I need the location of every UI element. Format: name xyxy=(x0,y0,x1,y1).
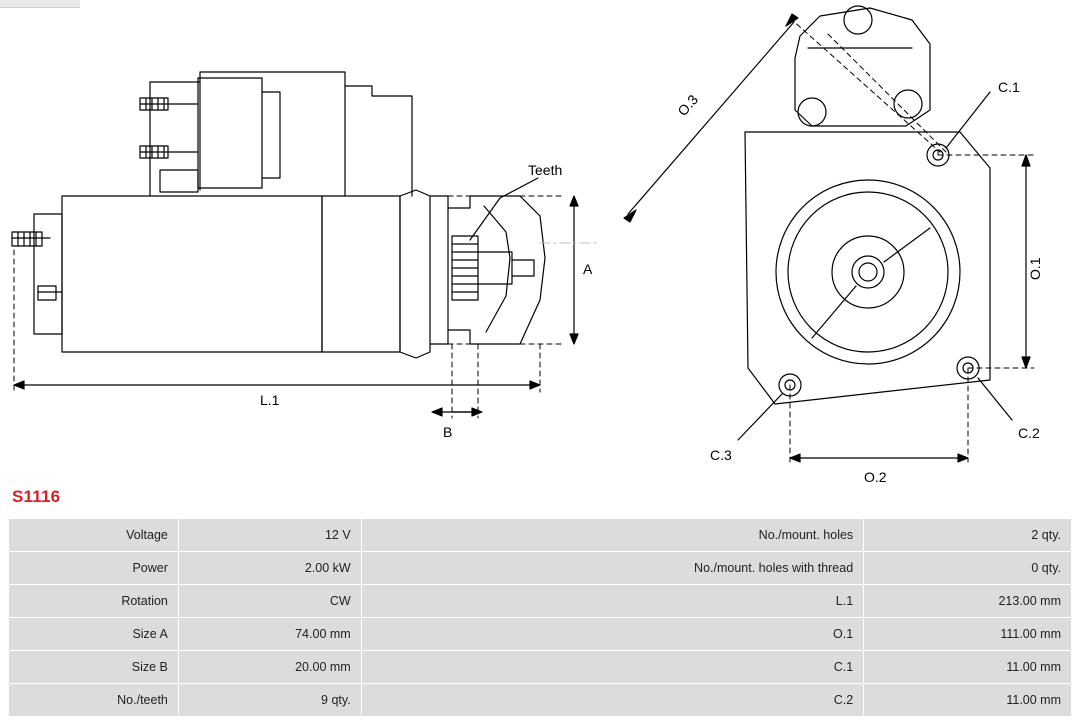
label-O1: O.1 xyxy=(1027,257,1043,280)
label-O2: O.2 xyxy=(864,469,887,485)
specification-table xyxy=(8,518,1072,717)
dimension-B xyxy=(432,408,482,416)
label-L1: L.1 xyxy=(260,392,280,408)
spec-value-mount-holes-thread: 0 qty. xyxy=(864,552,1072,585)
spec-value-voltage: 12 V xyxy=(178,519,361,552)
end-view-body xyxy=(745,6,990,404)
dimension-O2 xyxy=(790,454,968,462)
spec-value-size-a: 74.00 mm xyxy=(178,618,361,651)
spec-label-voltage: Voltage xyxy=(9,519,179,552)
spec-value-c1: 11.00 mm xyxy=(864,651,1072,684)
spec-value-l1: 213.00 mm xyxy=(864,585,1072,618)
part-number: S1116 xyxy=(12,487,61,506)
spec-label-c1: C.1 xyxy=(361,651,863,684)
spec-label-c2: C.2 xyxy=(361,684,863,717)
spec-value-size-b: 20.00 mm xyxy=(178,651,361,684)
table-row xyxy=(9,519,1072,552)
spec-label-mount-holes-thread: No./mount. holes with thread xyxy=(361,552,863,585)
spec-label-size-b: Size B xyxy=(9,651,179,684)
side-view-body xyxy=(12,72,545,358)
table-row xyxy=(9,684,1072,717)
spec-label-mount-holes: No./mount. holes xyxy=(361,519,863,552)
label-B: B xyxy=(443,424,453,440)
spec-label-power: Power xyxy=(9,552,179,585)
spec-value-power: 2.00 kW xyxy=(178,552,361,585)
table-row xyxy=(9,651,1072,684)
spec-value-c2: 11.00 mm xyxy=(864,684,1072,717)
dimension-O3 xyxy=(624,14,798,222)
spec-label-size-a: Size A xyxy=(9,618,179,651)
table-row xyxy=(9,618,1072,651)
spec-label-rotation: Rotation xyxy=(9,585,179,618)
spec-value-mount-holes: 2 qty. xyxy=(864,519,1072,552)
label-teeth: Teeth xyxy=(528,162,563,178)
spec-value-rotation: CW xyxy=(178,585,361,618)
label-C3: C.3 xyxy=(710,447,732,463)
label-C2: C.2 xyxy=(1018,425,1040,441)
spec-label-o1: O.1 xyxy=(361,618,863,651)
dimension-L1 xyxy=(14,381,540,389)
spec-value-no-teeth: 9 qty. xyxy=(178,684,361,717)
table-row xyxy=(9,552,1072,585)
label-O3: O.3 xyxy=(674,91,702,119)
teeth-leader xyxy=(470,178,538,240)
spec-value-o1: 111.00 mm xyxy=(864,618,1072,651)
dimension-A xyxy=(570,196,578,344)
label-C1: C.1 xyxy=(998,79,1020,95)
label-A: A xyxy=(583,261,593,277)
spec-label-l1: L.1 xyxy=(361,585,863,618)
spec-label-no-teeth: No./teeth xyxy=(9,684,179,717)
table-row xyxy=(9,585,1072,618)
